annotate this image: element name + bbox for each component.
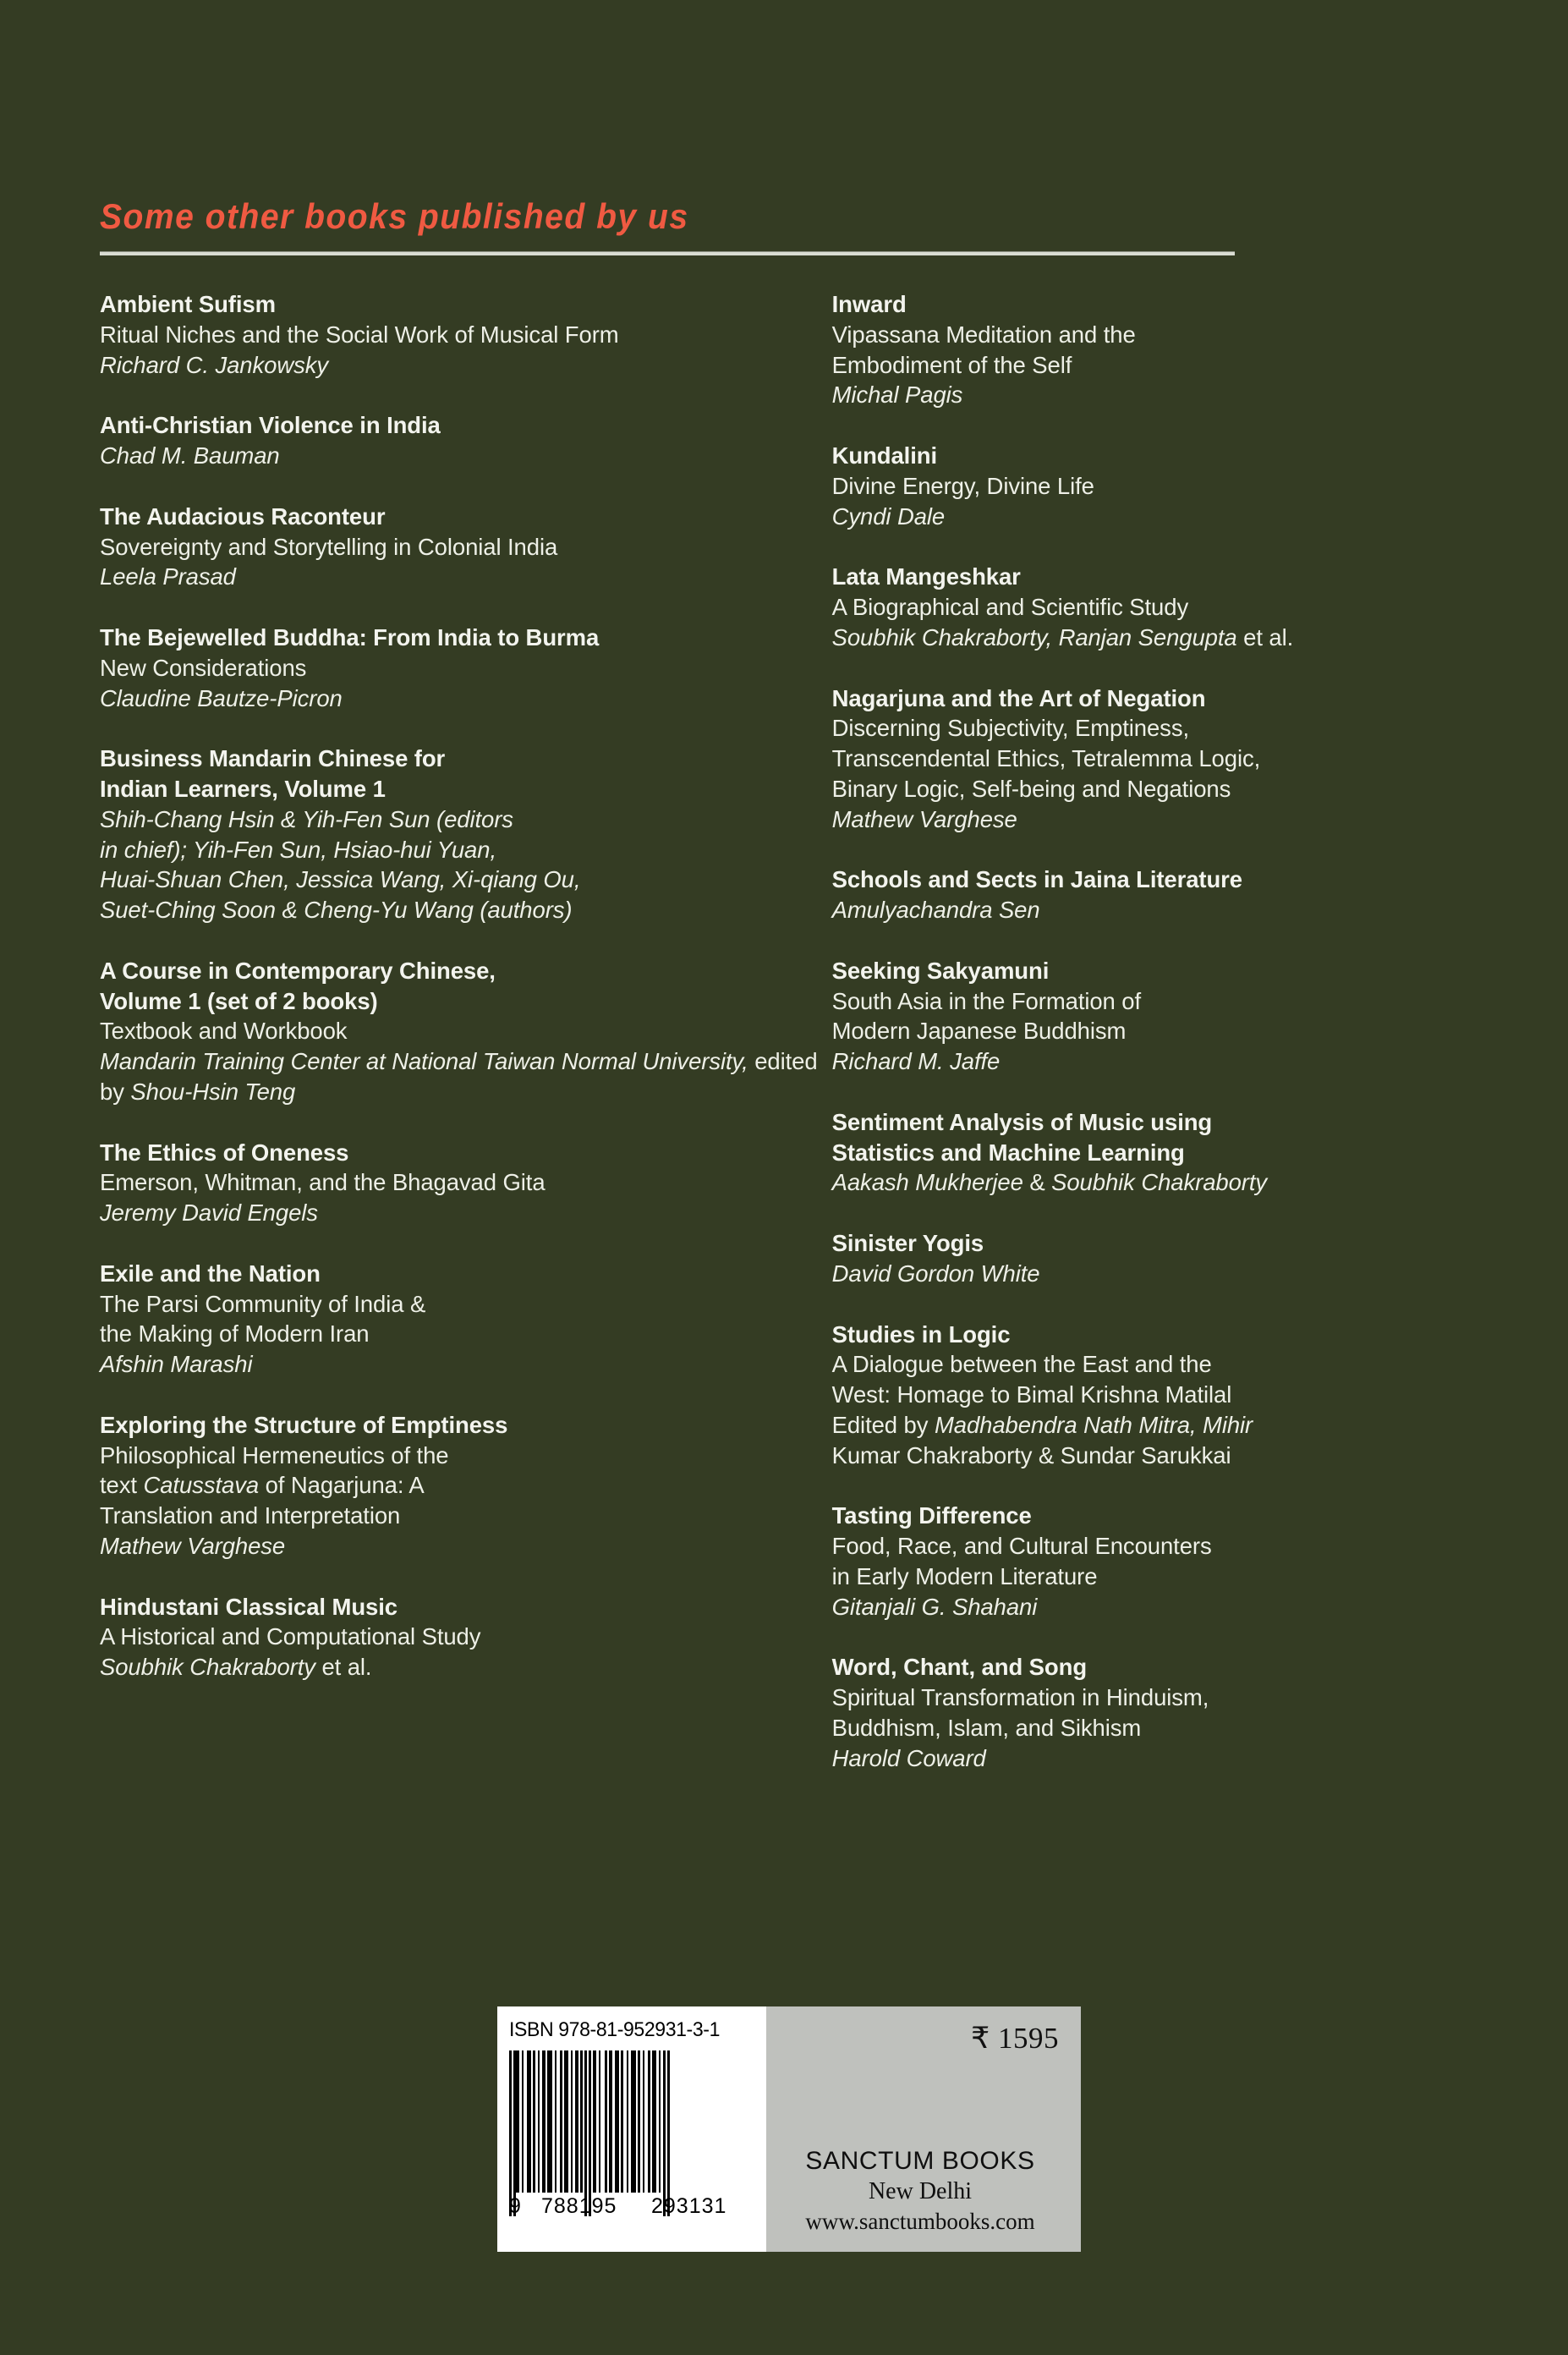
book-subtitle: A Dialogue between the East and the West: Homage to Bimal Krishna Matilal Edited by Madhabendra Nath Mitra, Mihir Kumar Chakraborty & Sundar Sarukkai [831, 1351, 1253, 1468]
book-author: Richard C. Jankowsky [100, 351, 329, 378]
barcode-box [497, 2006, 766, 2252]
barcode-bar [638, 2050, 640, 2193]
book-subtitle: Ritual Niches and the Social Work of Musical Form [100, 321, 619, 348]
book-entry [100, 410, 822, 471]
book-title: A Course in Contemporary Chinese, Volume 1 (set of 2 books) [100, 957, 496, 1014]
barcode-bar [516, 2050, 519, 2193]
book-title: The Bejewelled Buddha: From India to Burma [100, 624, 600, 651]
book-entry [100, 289, 822, 380]
book-subtitle: Sovereignty and Storytelling in Colonial India [100, 533, 558, 560]
barcode-bar [584, 2050, 587, 2216]
other-books-heading-block [100, 196, 1235, 255]
book-author: Afshin Marashi [100, 1351, 253, 1377]
book-entry [832, 1228, 1470, 1289]
barcode-bar [560, 2050, 562, 2193]
book-title: Seeking Sakyamuni [831, 957, 1050, 984]
book-title: The Ethics of Oneness [100, 1139, 349, 1166]
book-list-columns [100, 289, 1470, 1773]
book-entry [100, 956, 822, 1107]
book-entry [832, 1652, 1470, 1773]
publisher-city: New Delhi [868, 2178, 973, 2205]
book-subtitle: The Parsi Community of India & the Making of Modern Iran [100, 1290, 426, 1348]
book-entry [832, 683, 1470, 835]
book-title: Hindustani Classical Music [100, 1593, 397, 1620]
book-author: Claudine Bautze-Picron [100, 684, 343, 711]
barcode-bar [522, 2050, 524, 2193]
barcode-bar [605, 2050, 607, 2193]
book-entry [100, 623, 822, 713]
book-author: Harold Coward [831, 1744, 986, 1771]
book-author: Shih-Chang Hsin & Yih-Fen Sun (editors in chief); Yih-Fen Sun, Hsiao-hui Yuan, Huai-Shuan Chen, Jessica Wang, Xi-qiang Ou, Suet-Ching Soon & Cheng-Yu Wang (authors) [100, 805, 581, 923]
book-title: Lata Mangeshkar [831, 563, 1021, 590]
book-subtitle: Philosophical Hermeneutics of the text Catusstava of Nagarjuna: A Translation and Interpretation [100, 1441, 449, 1529]
book-title: Schools and Sects in Jaina Literature [831, 866, 1242, 893]
book-subtitle: Discerning Subjectivity, Emptiness, Transcendental Ethics, Tetralemma Logic, Binary Logic, Self-being and Negations [831, 715, 1261, 802]
book-subtitle: Vipassana Meditation and the Embodiment of the Self [831, 321, 1136, 378]
book-entry [832, 1320, 1470, 1471]
book-author: Leela Prasad [100, 563, 236, 590]
book-entry [832, 865, 1470, 925]
book-title: Exile and the Nation [100, 1260, 321, 1287]
book-subtitle: A Historical and Computational Study [100, 1623, 481, 1650]
book-title: Kundalini [831, 442, 937, 469]
book-title: The Audacious Raconteur [100, 502, 386, 530]
barcode-bar [564, 2050, 568, 2193]
book-author: Soubhik Chakraborty et al. [100, 1654, 372, 1680]
publisher-info [781, 2146, 1059, 2238]
barcode-bar [527, 2050, 531, 2193]
book-author: Richard M. Jaffe [831, 1048, 1001, 1074]
barcode-bars [509, 2050, 758, 2193]
book-entry [100, 1410, 822, 1562]
book-entry [832, 1107, 1470, 1198]
barcode-bar [593, 2050, 596, 2193]
book-entry [100, 1138, 822, 1228]
publisher-box [766, 2006, 1081, 2252]
book-title: Nagarjuna and the Art of Negation [831, 684, 1206, 711]
book-author: Mandarin Training Center at National Taiwan Normal University, edited by Shou-Hsin Teng [100, 1048, 818, 1105]
book-author: Soubhik Chakraborty, Ranjan Sengupta et al. [831, 623, 1294, 651]
barcode-digits [509, 2194, 758, 2225]
book-title: Ambient Sufism [100, 291, 276, 317]
book-title: Business Mandarin Chinese for Indian Learners, Volume 1 [100, 745, 446, 802]
book-title: Tasting Difference [831, 1502, 1032, 1529]
book-subtitle: A Biographical and Scientific Study [831, 594, 1189, 620]
book-title: Exploring the Structure of Emptiness [100, 1411, 508, 1438]
book-title: Word, Chant, and Song [831, 1654, 1088, 1681]
barcode-bar [643, 2050, 644, 2193]
heading-divider [100, 251, 1235, 255]
book-subtitle: Food, Race, and Cultural Encounters in Early Modern Literature [831, 1533, 1212, 1589]
book-author: Cyndi Dale [831, 502, 946, 530]
book-entry [832, 562, 1470, 652]
barcode-bar [663, 2050, 666, 2216]
book-entry [100, 1259, 822, 1380]
book-subtitle: Textbook and Workbook [100, 1018, 348, 1045]
barcode-bar [547, 2050, 552, 2193]
barcode-graphic [509, 2050, 758, 2245]
book-author: Chad M. Bauman [100, 442, 280, 469]
barcode-bar [631, 2050, 636, 2193]
book-entry [100, 1592, 822, 1683]
book-author: Mathew Varghese [100, 1532, 286, 1559]
book-entry [832, 441, 1470, 531]
barcode-digit-group-0: 9 [509, 2194, 522, 2218]
barcode-digit-group-2: 293131 [651, 2194, 727, 2218]
barcode-bar [509, 2050, 512, 2216]
barcode-bar [648, 2050, 650, 2193]
barcode-bar [667, 2050, 670, 2216]
barcode-bar [627, 2050, 628, 2193]
book-author: Michal Pagis [831, 382, 963, 409]
barcode-bar [580, 2050, 583, 2193]
book-title: Sentiment Analysis of Music using Statistics and Machine Learning [831, 1108, 1213, 1166]
barcode-bar [599, 2050, 600, 2193]
book-entry [832, 1501, 1470, 1622]
barcode-bar [533, 2050, 535, 2193]
book-entry [832, 289, 1470, 410]
book-entry [100, 744, 822, 925]
publisher-name: SANCTUM BOOKS [805, 2146, 1035, 2175]
book-title: Studies in Logic [831, 1320, 1011, 1348]
barcode-bar [538, 2050, 540, 2193]
barcode-bar [589, 2050, 591, 2216]
book-entry [832, 956, 1470, 1077]
barcode-bar [609, 2050, 612, 2193]
barcode-bar [621, 2050, 623, 2193]
book-subtitle: Divine Energy, Divine Life [831, 472, 1094, 499]
book-title: Anti-Christian Violence in India [100, 412, 441, 439]
publisher-website[interactable]: www.sanctumbooks.com [805, 2208, 1035, 2234]
book-column-left [100, 289, 822, 1683]
book-author: David Gordon White [831, 1260, 1040, 1287]
barcode-bar [575, 2050, 578, 2193]
book-subtitle: Spiritual Transformation in Hinduism, Buddhism, Islam, and Sikhism [831, 1684, 1209, 1741]
barcode-bar [555, 2050, 556, 2193]
book-author: Mathew Varghese [831, 805, 1017, 832]
book-subtitle: South Asia in the Formation of Modern Japanese Buddhism [831, 987, 1142, 1045]
book-author: Aakash Mukherjee & Soubhik Chakraborty [831, 1169, 1268, 1196]
barcode-bar [615, 2050, 619, 2193]
bottom-panel [497, 2006, 1081, 2252]
price-label: ₹ 1595 [970, 2022, 1059, 2055]
barcode-bar [659, 2050, 661, 2193]
barcode-digit-group-1: 788195 [541, 2194, 617, 2218]
book-author: Gitanjali G. Shahani [831, 1593, 1038, 1620]
book-subtitle: New Considerations [100, 654, 307, 681]
barcode-bar [571, 2050, 573, 2193]
book-entry [100, 502, 822, 592]
isbn-label: ISBN 978-81-952931-3-1 [509, 2018, 720, 2041]
book-title: Inward [831, 291, 907, 317]
book-author: Amulyachandra Sen [831, 897, 1040, 923]
book-title: Sinister Yogis [831, 1230, 984, 1256]
page-title: Some other books published by us [100, 196, 689, 236]
book-column-right [832, 289, 1470, 1773]
book-author: Jeremy David Engels [100, 1199, 318, 1226]
barcode-bar [542, 2050, 546, 2193]
barcode-bar [652, 2050, 656, 2193]
book-subtitle: Emerson, Whitman, and the Bhagavad Gita [100, 1169, 546, 1196]
